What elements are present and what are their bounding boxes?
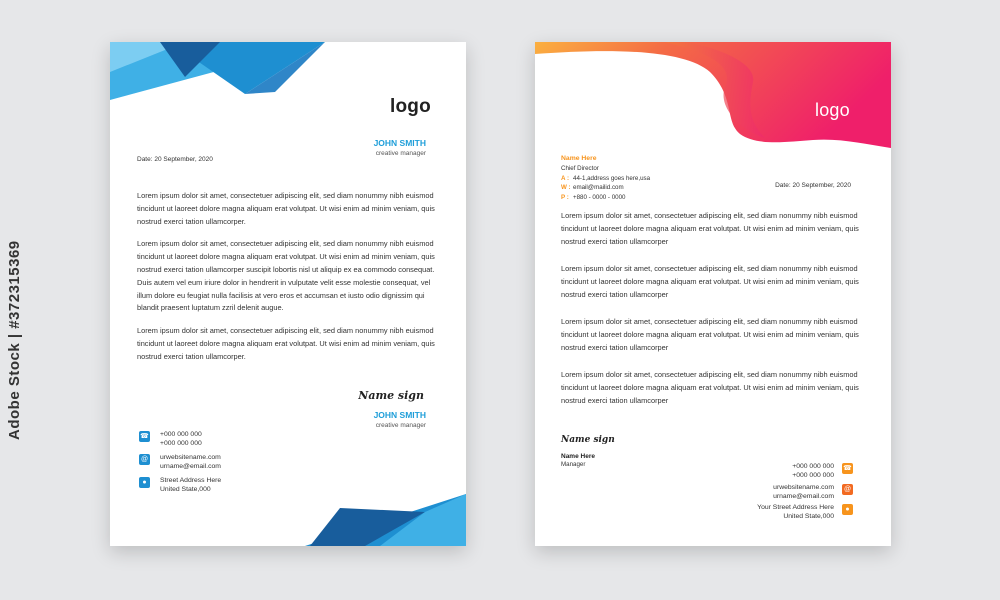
phone-line-1: +000 000 000 (792, 463, 834, 470)
web-icon: @ (843, 486, 852, 493)
email-value: email@mailid.com (573, 184, 624, 192)
contact-web (773, 483, 853, 501)
address-line-2: United State,000 (783, 513, 834, 520)
paragraph: Lorem ipsum dolor sit amet, consectetuer adipiscing elit, sed diam nonummy nibh euismod tincidunt ut laoreet dolore magna aliquam erat volutpat. Ut wisi enim ad minim veniam, quis nostrud exerci tation ullamcorper (561, 369, 859, 405)
address-line-1: Your Street Address Here (757, 504, 834, 511)
website: urwebsitename.com (160, 454, 221, 461)
email: urname@email.com (160, 463, 221, 470)
contact-address (757, 503, 853, 521)
address-label: A : (561, 174, 570, 182)
letterhead-gradient (535, 42, 891, 546)
paragraph: Lorem ipsum dolor sit amet, consectetuer adipiscing elit, sed diam nonummy nibh euismod tincidunt ut laoreet dolore magna aliquam erat volutpat. Ut wisi enim ad minim veniam, quis nostrud exerci tation ullamcorper (561, 263, 859, 299)
location-icon: ● (842, 504, 853, 515)
sender-title: Chief Director (561, 164, 599, 172)
address-value: 44-1,address goes here,usa (573, 174, 651, 182)
website: urwebsitename.com (773, 484, 834, 491)
contact-address (139, 476, 221, 494)
header-name: JOHN SMITH (373, 138, 426, 148)
contact-web (139, 453, 221, 471)
signer-name: JOHN SMITH (373, 410, 426, 420)
logo: logo (390, 96, 431, 117)
paragraph: Lorem ipsum dolor sit amet, consectetuer adipiscing elit, sed diam nonummy nibh euismod tincidunt ut laoreet dolore magna aliquam erat volutpat. Ut wisi enim ad minim veniam, quis nostrud exerci tation ullamcorper. (137, 191, 435, 226)
signer-title: creative manager (375, 422, 426, 429)
address-line-1: Street Address Here (160, 477, 222, 484)
location-icon: ● (139, 477, 150, 488)
sender-email (561, 183, 650, 193)
email: urname@email.com (773, 493, 834, 500)
sender-phone (561, 193, 650, 203)
phone-line-2: +000 000 000 (792, 472, 834, 479)
phone-icon: ☎ (140, 433, 149, 440)
paragraph: Lorem ipsum dolor sit amet, consectetuer adipiscing elit, sed diam nonummy nibh euismod tincidunt ut laoreet dolore magna aliquam erat volutpat. Ut wisi enim ad minim veniam, quis nostrud exerci tation ullamcorper. (137, 326, 435, 361)
phone-line-1: +000 000 000 (160, 431, 202, 438)
address-line-2: United State,000 (160, 486, 211, 493)
web-icon: @ (140, 456, 149, 463)
paragraph: Lorem ipsum dolor sit amet, consectetuer adipiscing elit, sed diam nonummy nibh euismod tincidunt ut laoreet dolore magna aliquam erat volutpat. Ut wisi enim ad minim veniam, quis nostrud exerci tation ullamcorper suscipit lobortis nisl ut aliquip ex ea commodo consequat. Duis autem vel eum iriure dolor in hendrerit in vulputate velit esse molestie consequat, vel illum dolore eu feugiat nulla facilisis at vero eros et accumsan et iusto odio dignissim qui blandit praesent luptatum zzril delenit augue. (137, 239, 435, 313)
contact-phone (792, 462, 853, 480)
letter-body (137, 190, 437, 374)
signer-name: Name Here (561, 453, 595, 460)
letter-body (561, 210, 861, 422)
header-title: creative manager (375, 150, 426, 157)
signer-title: Manager (561, 461, 586, 468)
phone-label: P : (561, 194, 569, 202)
logo: logo (815, 100, 850, 120)
phone-icon: ☎ (843, 465, 852, 472)
phone-line-2: +000 000 000 (160, 440, 202, 447)
sender-name: Name Here (561, 155, 597, 162)
paragraph: Lorem ipsum dolor sit amet, consectetuer adipiscing elit, sed diam nonummy nibh euismod tincidunt ut laoreet dolore magna aliquam erat volutpat. Ut wisi enim ad minim veniam, quis nostrud exerci tation ullamcorper (561, 211, 859, 246)
phone-value: +880 - 0000 - 0000 (573, 194, 626, 202)
letterhead-blue (110, 42, 466, 546)
paragraph: Lorem ipsum dolor sit amet, consectetuer adipiscing elit, sed diam nonummy nibh euismod tincidunt ut laoreet dolore magna aliquam erat volutpat. Ut wisi enim ad minim veniam, quis nostrud exerci tation ullamcorper (561, 316, 859, 352)
stock-id-watermark: Adobe Stock | #372315369 (6, 240, 23, 440)
contact-phone (139, 430, 202, 448)
sender-address (561, 174, 650, 184)
email-label: W : (561, 184, 571, 192)
sender-block (561, 154, 650, 203)
signature: Name sign (358, 389, 424, 402)
letter-date: Date: 20 September, 2020 (775, 182, 851, 189)
letter-date: Date: 20 September, 2020 (137, 156, 213, 163)
signature: Name sign (561, 435, 615, 445)
